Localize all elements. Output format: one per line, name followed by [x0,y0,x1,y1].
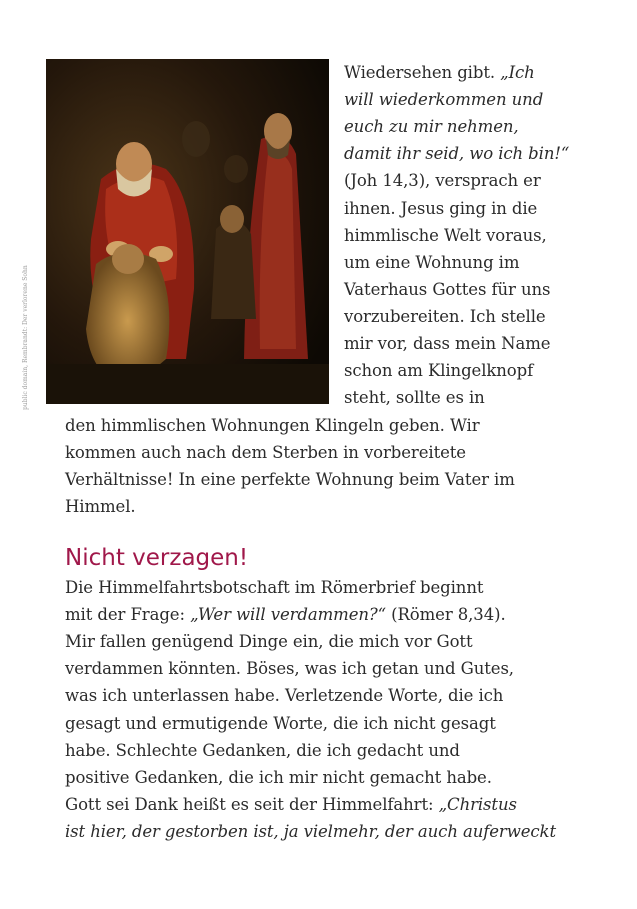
text-line [65,740,460,760]
text-line [344,198,538,218]
text-line [65,634,473,651]
text-run: mir vor, dass mein Name [344,334,551,353]
rembrandt-painting [46,59,329,404]
text-line [65,661,514,678]
text-line [344,279,551,299]
text-run: ihnen. Jesus ging in die [344,198,538,218]
text-run: (Joh 14,3), versprach er [344,171,541,191]
text-line [344,336,550,353]
text-run: Mir fallen genügend Dinge ein, die mich vor Gott [65,632,473,652]
text-line [65,794,517,814]
text-line [344,173,541,190]
text-line [65,580,483,597]
text-run: positive Gedanken, die ich mir nicht gemacht habe. [65,767,492,787]
section-heading: Nicht verzagen! [65,545,249,571]
italic-quote: euch zu mir nehmen, [344,117,519,137]
text-line [65,418,480,435]
text-run: schon am Klingelknopf [344,361,534,381]
text-run: vorzubereiten. Ich stelle [344,306,546,326]
text-line [344,65,535,82]
text-line [65,607,506,624]
text-line [344,390,485,407]
text-line [65,688,503,705]
text-line [344,306,546,326]
text-run: Wiedersehen gibt. [344,63,501,82]
text-run: Gott sei Dank heißt es seit der Himmelfahrt: [65,794,439,814]
painting-image [46,59,329,404]
text-run: um eine Wohnung im [344,252,520,272]
italic-quote: „Ich [500,63,535,82]
text-line [65,445,466,462]
italic-quote: ist hier, der gestorben ist, ja vielmehr, der auch auferweckt [65,821,556,841]
italic-quote: „Wer will verdammen?“ [190,605,386,625]
text-run: (Römer 8,34). [385,605,506,625]
italic-quote: „Christus [438,794,517,814]
text-run: kommen auch nach dem Sterben in vorbereitete [65,443,466,462]
text-run: himmlische Welt voraus, [344,225,547,245]
text-line [344,363,533,380]
text-line [344,146,569,163]
text-line [344,252,520,272]
text-line [344,92,543,109]
text-line [344,225,547,245]
text-line [65,713,496,733]
text-run: Verhältnisse! In eine perfekte Wohnung beim Vater im [65,470,515,489]
text-line [65,767,492,787]
text-run: Vaterhaus Gottes für uns [344,279,551,299]
text-run: den himmlischen Wohnungen Klingeln geben. Wir [65,416,480,435]
text-line [65,472,515,489]
text-run: was ich unterlassen habe. Verletzende Worte, die ich [65,686,504,706]
text-run: Die Himmelfahrtsbotschaft im Römerbrief beginnt [65,578,484,597]
italic-quote: damit ihr seid, wo ich bin!“ [344,144,570,164]
text-line [344,119,519,136]
text-run: steht, sollte es in [344,388,485,408]
text-run: Himmel. [65,497,136,516]
image-credit: public domain, Rembrandt: Der verlorene Sohn [22,265,29,410]
text-run: mit der Frage: [65,605,191,625]
text-line [65,821,556,841]
italic-quote: will wiederkommen und [344,90,544,110]
text-run: gesagt und ermutigende Worte, die ich nicht gesagt [65,713,496,733]
text-run: verdammen könnten. Böses, was ich getan und Gutes, [65,659,514,679]
text-run: habe. Schlechte Gedanken, die ich gedacht und [65,740,460,760]
text-line [65,499,136,516]
